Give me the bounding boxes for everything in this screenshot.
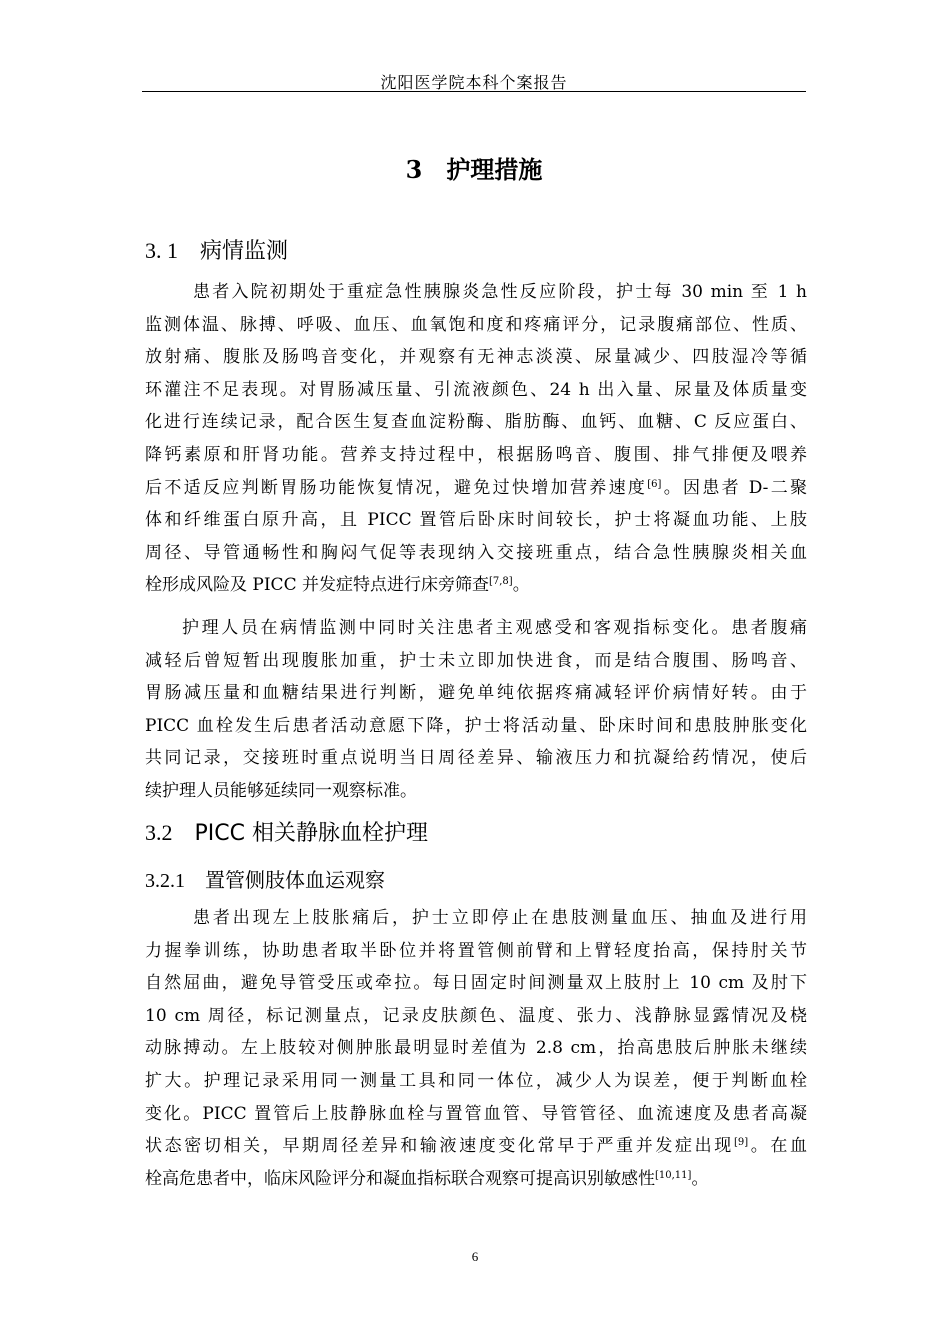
citation: [7,8] — [488, 576, 513, 588]
text-line: 共同记录，交接班时重点说明当日周径差异、输液压力和抗凝给药情况，使后 — [145, 748, 807, 769]
chapter-title — [142, 150, 806, 185]
text-line: 动脉搏动。左上肢较对侧肿胀最明显时差值为 2.8 cm，抬高患肢后肿胀未继续 — [145, 1038, 807, 1059]
page-number: 6 — [471, 1249, 479, 1264]
text-line: 周径、导管通畅性和胸闷气促等表现纳入交接班重点，结合急性胰腺炎相关血 — [145, 542, 807, 563]
text-line: 力握拳训练，协助患者取半卧位并将置管侧前臂和上臂轻度抬高，保持肘关节 — [145, 940, 807, 961]
text-span: 栓形成风险及 PICC 并发症特点进行床旁筛查 — [145, 575, 489, 596]
text-line: 患者入院初期处于重症急性胰腺炎急性反应阶段，护士每 30 min 至 1 h — [193, 282, 807, 302]
text-line: 环灌注不足表现。对胃肠减压量、引流液颜色、24 h 出入量、尿量及体质量变 — [145, 379, 807, 400]
text-line: PICC 血栓发生后患者活动意愿下降，护士将活动量、卧床时间和患肢肿胀变化 — [145, 715, 807, 736]
section-3-2-heading — [145, 816, 428, 847]
text-line — [145, 569, 807, 602]
text-line: 10 cm 周径，标记测量点，记录皮肤颜色、温度、张力、浅静脉显露情况及桡 — [145, 1005, 807, 1026]
text-line: 体和纤维蛋白原升高，且 PICC 置管后卧床时间较长，护士将凝血功能、上肢 — [145, 510, 807, 531]
section-3-1-heading — [145, 234, 288, 265]
text-line — [145, 472, 807, 505]
text-span: 后不适反应判断胃肠功能恢复情况，避免过快增加营养速度 — [145, 477, 648, 498]
citation: [9] — [733, 1137, 749, 1149]
text-line — [145, 1130, 807, 1163]
page-header: 沈阳医学院本科个案报告 — [380, 73, 568, 92]
text-line: 护理人员在病情监测中同时关注患者主观感受和客观指标变化。患者腹痛 — [182, 618, 807, 638]
paragraph-limb-observation — [145, 902, 807, 1195]
section-number: 3.2.1 — [145, 870, 185, 892]
paragraph-monitoring-1 — [145, 276, 807, 602]
text-span: 状态密切相关，早期周径差异和输液速度变化常早于严重并发症出现 — [145, 1136, 734, 1157]
text-span: 。 — [512, 575, 530, 596]
text-line: 患者出现左上肢胀痛后，护士立即停止在患肢测量血压、抽血及进行用 — [193, 908, 807, 928]
section-3-2-1-heading — [145, 864, 385, 893]
text-line: 自然屈曲，避免导管受压或牵拉。每日固定时间测量双上肢肘上 10 cm 及肘下 — [145, 973, 807, 994]
text-span: 。 — [691, 1168, 709, 1189]
citation: [10,11] — [655, 1169, 692, 1181]
text-line: 扩大。护理记录采用同一测量工具和同一体位，减少人为误差，便于判断血栓 — [145, 1070, 807, 1091]
text-span: 。因患者 D-二聚 — [661, 477, 808, 498]
text-line: 胃肠减压量和血糖结果进行判断，避免单纯依据疼痛减轻评价病情好转。由于 — [145, 683, 807, 704]
section-title: PICC 相关静脉血栓护理 — [194, 821, 428, 846]
section-title: 置管侧肢体血运观察 — [205, 868, 385, 892]
text-line: 化进行连续记录，配合医生复查血淀粉酶、脂肪酶、血钙、血糖、C 反应蛋白、 — [145, 412, 807, 433]
text-line — [145, 1163, 807, 1196]
section-number: 3.2 — [145, 820, 173, 845]
chapter-name: 护理措施 — [446, 156, 543, 184]
text-line: 变化。PICC 置管后上肢静脉血栓与置管血管、导管管径、血流速度及患者高凝 — [145, 1103, 807, 1124]
text-line: 减轻后曾短暂出现腹胀加重，护士未立即加快进食，而是结合腹围、肠鸣音、 — [145, 650, 807, 671]
header-rule — [142, 91, 806, 92]
text-span: 栓高危患者中，临床风险评分和凝血指标联合观察可提高识别敏感性 — [145, 1168, 655, 1189]
text-line: 监测体温、脉搏、呼吸、血压、血氧饱和度和疼痛评分，记录腹痛部位、性质、 — [145, 314, 807, 335]
text-line: 降钙素原和肝肾功能。营养支持过程中，根据肠鸣音、腹围、排气排便及喂养 — [145, 444, 807, 465]
text-span: 。在血 — [748, 1136, 808, 1157]
section-title: 病情监测 — [200, 239, 289, 264]
citation: [6] — [647, 478, 662, 490]
paragraph-monitoring-2 — [145, 612, 807, 808]
section-number: 3. 1 — [145, 238, 178, 263]
chapter-number: 3 — [405, 155, 423, 184]
text-line: 放射痛、腹胀及肠鸣音变化，并观察有无神志淡漠、尿量减少、四肢湿冷等循 — [145, 347, 807, 368]
text-line: 续护理人员能够延续同一观察标准。 — [145, 780, 417, 801]
